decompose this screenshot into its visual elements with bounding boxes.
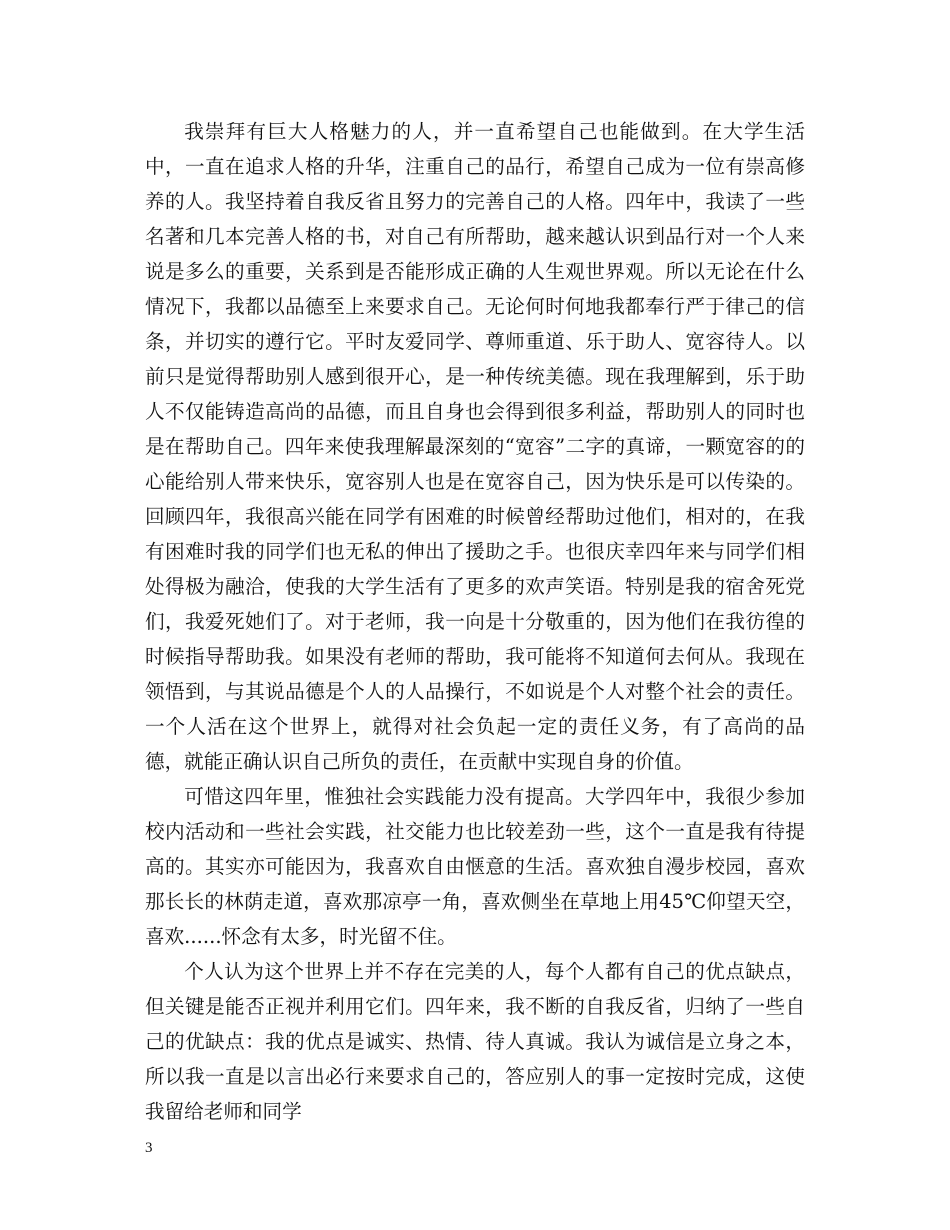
paragraph-3: 个人认为这个世界上并不存在完美的人，每个人都有自己的优点缺点，但关键是能否正视并利用它们。四年来，我不断的自我反省，归纳了一些自己的优缺点：我的优点是诚实、热情、待人真诚。我认为诚信是立身之本，所以我一直是以言出必行来要求自己的，答应别人的事一定按时完成，这使我留给老师和同学 <box>145 960 805 1123</box>
paragraph-2: 可惜这四年里，惟独社会实践能力没有提高。大学四年中，我很少参加校内活动和一些社会实践，社交能力也比较差劲一些，这个一直是我有待提高的。其实亦可能因为，我喜欢自由惬意的生活。喜欢独自漫步校园，喜欢那长长的林荫走道，喜欢那凉亭一角，喜欢侧坐在草地上用45℃仰望天空，喜欢......怀念有太多，时光留不住。 <box>145 785 805 948</box>
paragraph-1: 我崇拜有巨大人格魅力的人，并一直希望自己也能做到。在大学生活中，一直在追求人格的升华，注重自己的品行，希望自己成为一位有崇高修养的人。我坚持着自我反省且努力的完善自己的人格。四年中，我读了一些名著和几本完善人格的书，对自己有所帮助，越来越认识到品行对一个人来说是多么的重要，关系到是否能形成正确的人生观世界观。所以无论在什么情况下，我都以品德至上来要求自己。无论何时何地我都奉行严于律己的信条，并切实的遵行它。平时友爱同学、尊师重道、乐于助人、宽容待人。以前只是觉得帮助别人感到很开心，是一种传统美德。现在我理解到，乐于助人不仅能铸造高尚的品德，而且自身也会得到很多利益，帮助别人的同时也是在帮助自己。四年来使我理解最深刻的“宽容”二字的真谛，一颗宽容的的心能给别人带来快乐，宽容别人也是在宽容自己，因为快乐是可以传染的。回顾四年，我很高兴能在同学有困难的时候曾经帮助过他们，相对的，在我有困难时我的同学们也无私的伸出了援助之手。也很庆幸四年来与同学们相处得极为融洽，使我的大学生活有了更多的欢声笑语。特别是我的宿舍死党们，我爱死她们了。对于老师，我一向是十分敬重的，因为他们在我彷徨的时候指导帮助我。如果没有老师的帮助，我可能将不知道何去何从。我现在领悟到，与其说品德是个人的人品操行，不如说是个人对整个社会的责任。一个人活在这个世界上，就得对社会负起一定的责任义务，有了高尚的品德，就能正确认识自己所负的责任，在贡献中实现自身的价值。 <box>145 120 805 773</box>
body-text <box>145 114 805 1129</box>
page-number: 3 <box>145 1140 153 1156</box>
